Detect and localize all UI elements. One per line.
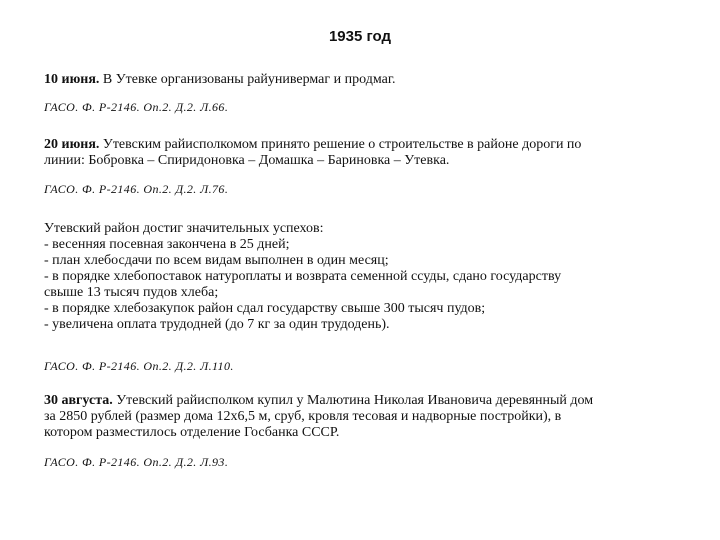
list-item: - в порядке хлебопоставок натуроплаты и возврата семенной ссуды, сдано государству (44, 269, 562, 284)
list-item: - весенняя посевная закончена в 25 дней; (44, 237, 290, 252)
archive-reference: ГАСО. Ф. Р-2146. Оп.2. Д.2. Л.93. (44, 455, 229, 469)
list-item: свыше 13 тысяч пудов хлеба; (44, 285, 219, 300)
entry-text: В Утевке организованы райунивермаг и продмаг. (99, 72, 396, 87)
page-title: 1935 год (328, 28, 392, 45)
entry-text: Утевский райисполком купил у Малютина Николая Ивановича деревянный дом (112, 393, 594, 408)
list-item: - в порядке хлебозакупок район сдал государству свыше 300 тысяч пудов; (44, 301, 486, 316)
entry-june-10 (44, 72, 684, 88)
entry-june-20 (44, 137, 684, 169)
entry-text-line: за 2850 рублей (размер дома 12х6,5 м, сруб, кровля тесовая и надворные постройки), в (44, 409, 562, 424)
entry-text-line (44, 137, 684, 153)
archive-reference: ГАСО. Ф. Р-2146. Оп.2. Д.2. Л.76. (44, 182, 229, 196)
entry-august-30 (44, 393, 684, 441)
entry-date: 30 августа. (44, 393, 113, 408)
entry-date: 10 июня. (44, 72, 100, 87)
list-item: - увеличена оплата трудодней (до 7 кг за один трудодень). (44, 317, 390, 332)
entry-text-line (44, 393, 684, 409)
list-item: - план хлебосдачи по всем видам выполнен в один месяц; (44, 253, 389, 268)
archive-reference: ГАСО. Ф. Р-2146. Оп.2. Д.2. Л.110. (44, 359, 234, 373)
entry-text-line: Утевский район достиг значительных успехов: (44, 221, 324, 236)
entry-text-line: линии: Бобровка – Спиридоновка – Домашка – Бариновка – Утевка. (44, 153, 450, 168)
entry-date: 20 июня. (44, 137, 100, 152)
entry-text: Утевским райисполкомом принято решение о строительстве в районе дороги по (99, 137, 582, 152)
entry-text-line: котором разместилось отделение Госбанка СССР. (44, 425, 340, 440)
entry-text-line (44, 72, 684, 88)
archive-reference: ГАСО. Ф. Р-2146. Оп.2. Д.2. Л.66. (44, 100, 229, 114)
entry-achievements (44, 221, 684, 333)
